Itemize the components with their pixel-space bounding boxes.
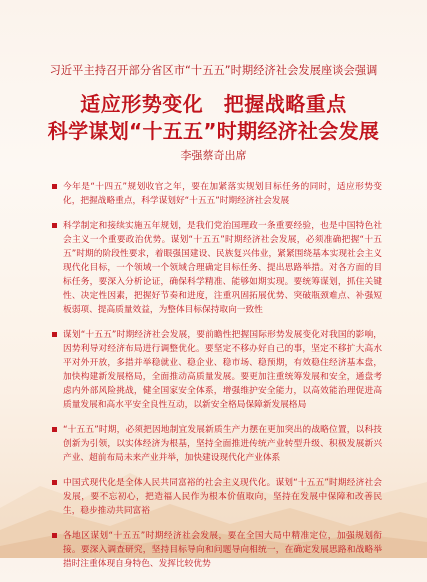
square-bullet-icon — [52, 427, 57, 432]
article-byline: 李强蔡奇出席 — [180, 149, 247, 162]
key-point — [52, 219, 382, 317]
key-point — [52, 476, 382, 518]
square-bullet-icon — [52, 533, 57, 538]
square-bullet-icon — [52, 223, 57, 228]
key-point — [52, 423, 382, 465]
headline-line-1: 适应形势变化 把握战略重点 — [80, 92, 347, 116]
key-point-text: 科学制定和接续实施五年规划，是我们党治国理政一条重要经验，也是中国特色社会主义一个重要政治优势。谋划“十五五”时期经济社会发展，必须准确把握“十五五”时期的阶段性要求，着眼强国建设、民族复兴伟业，紧紧围绕基本实现社会主义现代化目标，一个领域一个领域合理确定目标任务、提出思路举措。对各方面的目标任务，要深入分析论证，确保科学精准、能够如期实现。要统筹谋划，抓住关键性、决定性因素，把握好节奏和进度，注重巩固拓展优势、突破瓶颈难点、补强短板弱项、提高质量效益，为整体目标保持取向一致性 — [63, 221, 382, 315]
key-point — [52, 529, 382, 571]
key-point — [52, 180, 382, 208]
square-bullet-icon — [52, 332, 57, 337]
headline-line-2: 科学谋划“十五五”时期经济社会发展 — [47, 119, 380, 143]
article-kicker: 习近平主持召开部分省区市“十五五”时期经济社会发展座谈会强调 — [49, 64, 378, 77]
key-point-text: “十五五”时期，必须把因地制宜发展新质生产力摆在更加突出的战略位置，以科技创新为引领，以实体经济为根基，坚持全面推进传统产业转型升级、积极发展新兴产业、超前布局未来产业并举，加快建设现代化产业体系 — [63, 425, 382, 463]
key-point-text: 谋划“十五五”时期经济社会发展，要前瞻性把握国际形势发展变化对我国的影响，因势利导对经济布局进行调整优化。要坚定不移办好自己的事，坚定不移扩大高水平对外开放，多措并举稳就业、稳企业、稳市场、稳预期，有效稳住经济基本盘，加快构建新发展格局，全面推动高质量发展。要更加注重统筹发展和安全，通盘考虑内外部风险挑战，健全国家安全体系，增强维护安全能力，以高效能治理促进高质量发展和高水平安全良性互动，以新安全格局保障新发展格局 — [63, 330, 382, 410]
key-point-text: 各地区谋划“十五五”时期经济社会发展，要在全国大局中精准定位，加强规划衔接。要深入调查研究，坚持目标导向和问题导向相统一，在确定发展思路和战略举措时注重体现自身特色、发挥比较优势 — [63, 531, 382, 569]
square-bullet-icon — [52, 480, 57, 485]
key-point-text: 今年是“十四五”规划收官之年，要在加紧落实规划目标任务的同时，适应形势变化，把握战略重点，科学谋划好“十五五”时期经济社会发展 — [63, 182, 382, 206]
key-points-list — [52, 180, 382, 582]
square-bullet-icon — [52, 184, 57, 189]
key-point-text: 中国式现代化是全体人民共同富裕的社会主义现代化。谋划“十五五”时期经济社会发展，要不忘初心，把造福人民作为根本价值取向，坚持在发展中保障和改善民生，稳步推动共同富裕 — [63, 478, 382, 516]
key-point — [52, 328, 382, 412]
